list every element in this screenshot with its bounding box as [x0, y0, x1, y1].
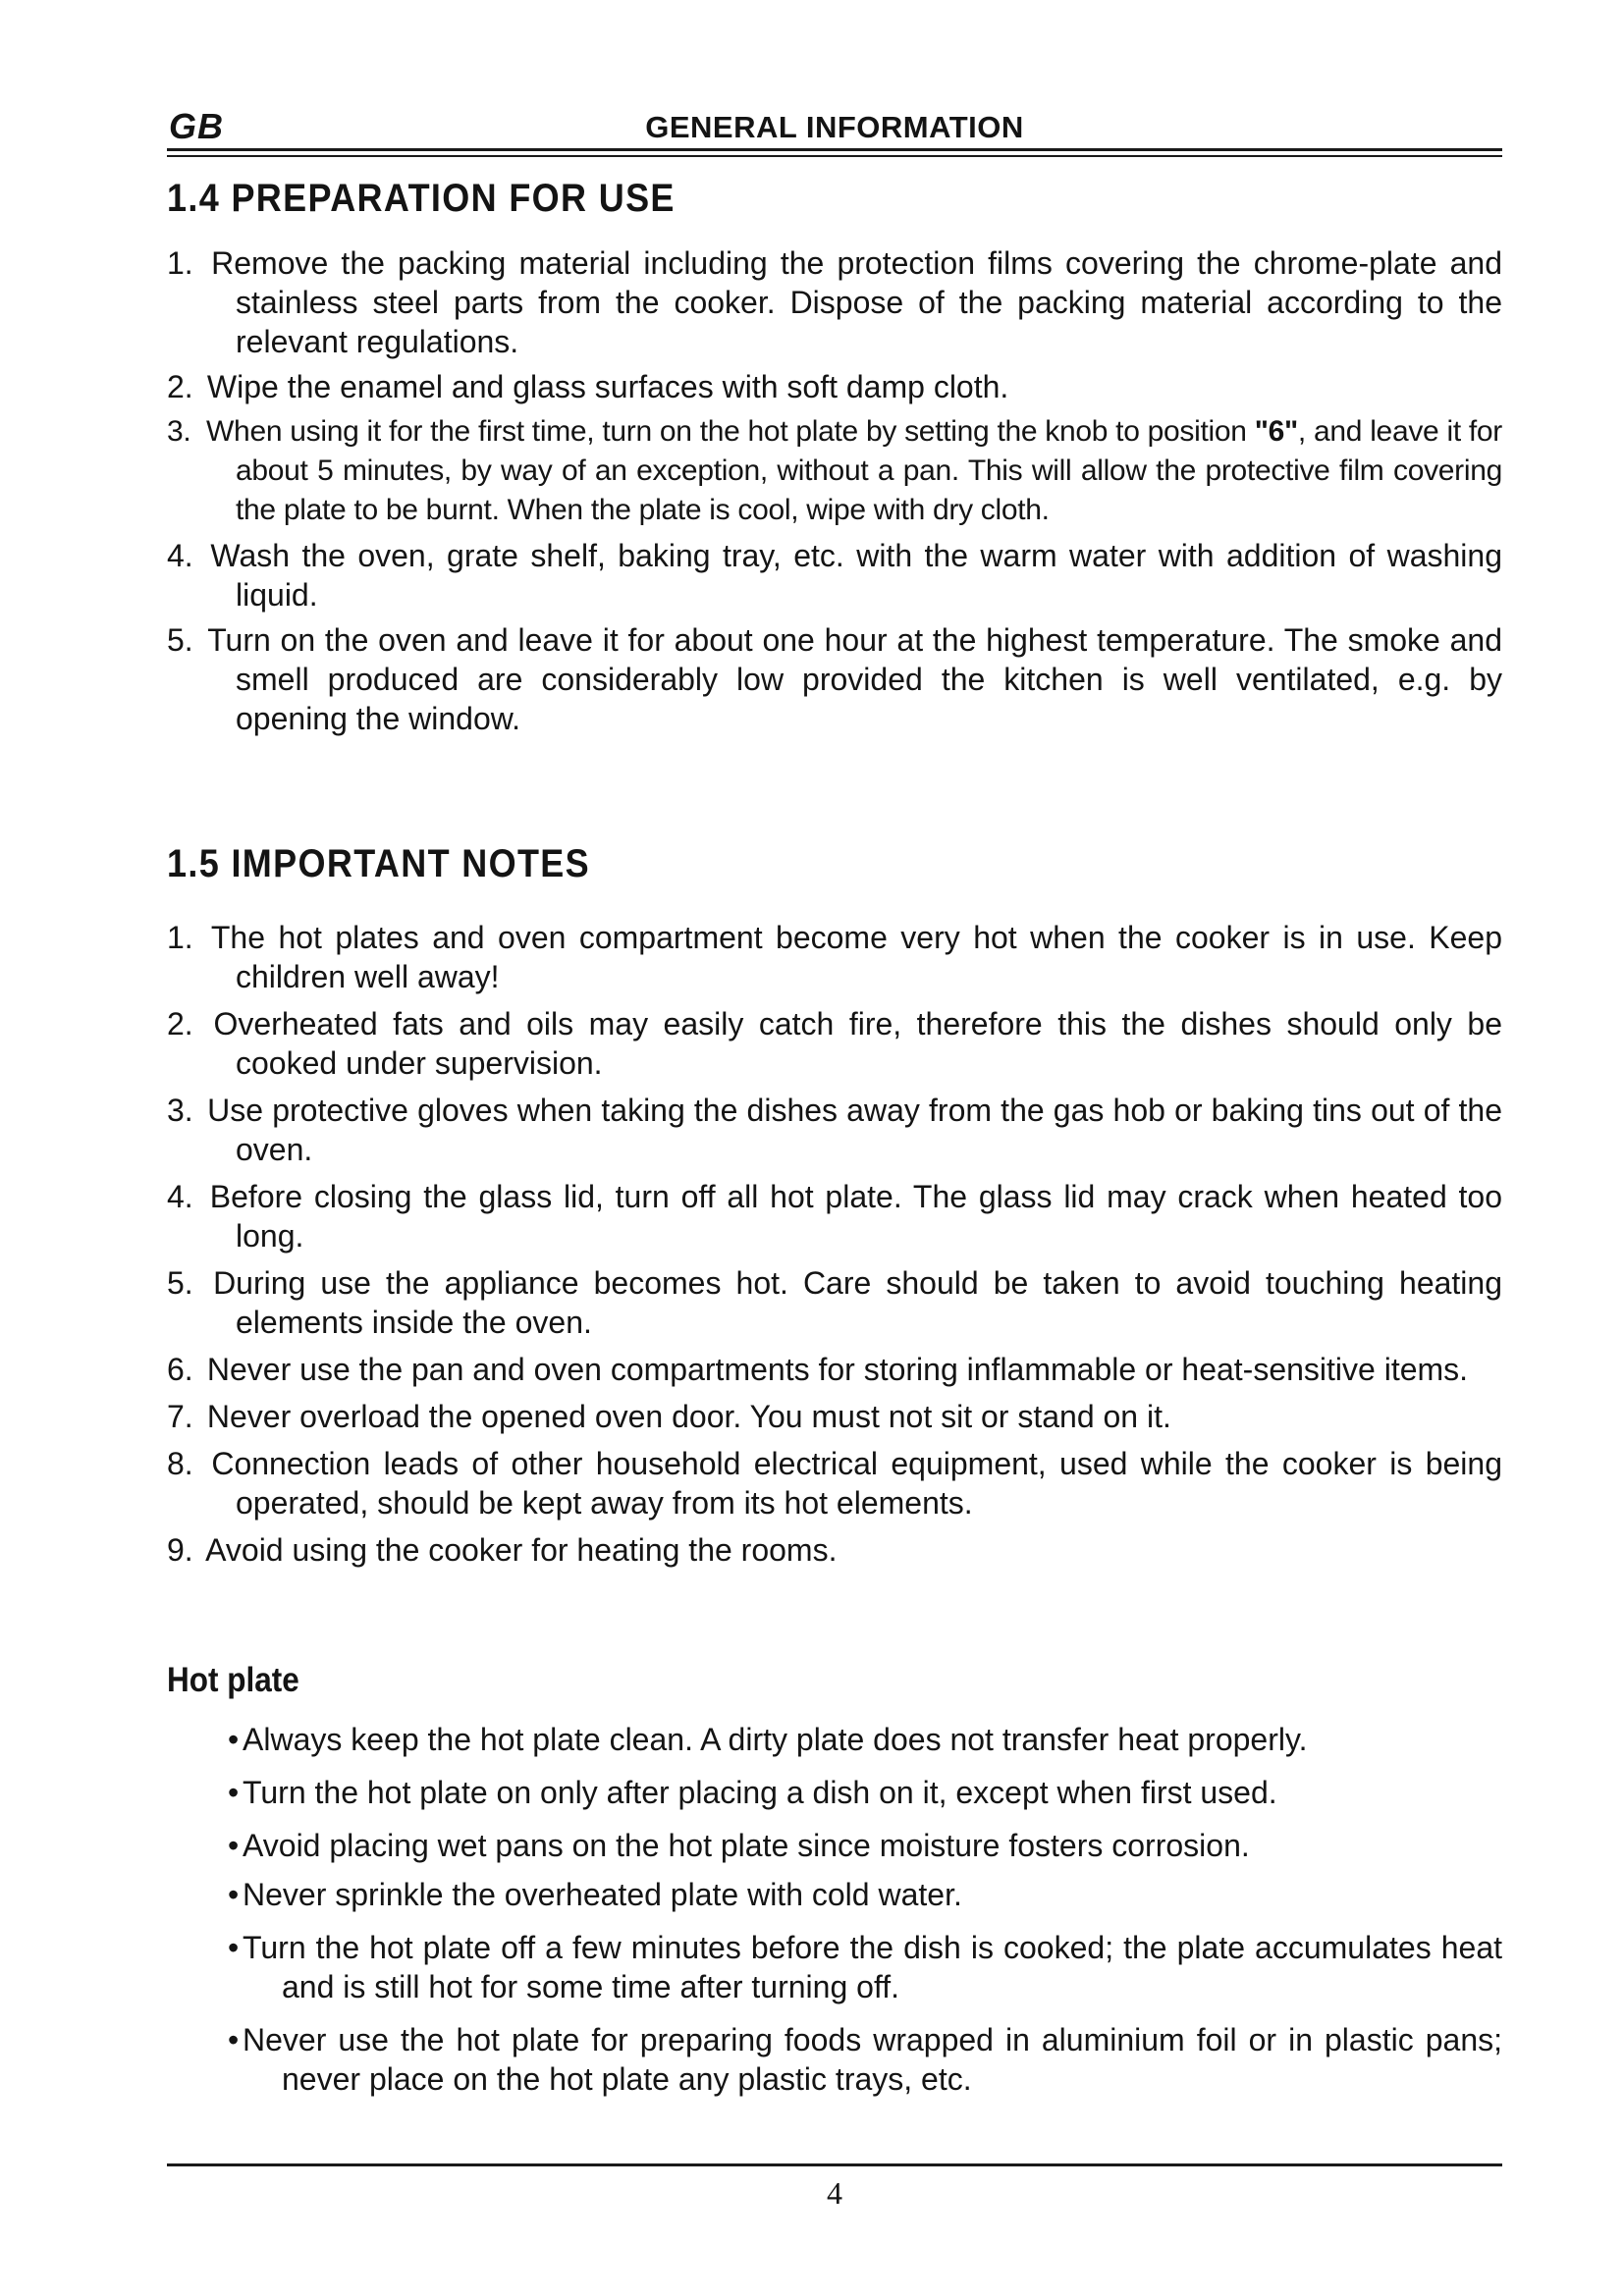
bullet-icon: • — [228, 1775, 240, 1810]
hot-plate-list — [228, 1720, 1502, 2099]
header-title: GENERAL INFORMATION — [645, 110, 1024, 144]
list-item: 1. The hot plates and oven compartment become very hot when the cooker is in use. Keep children well away! — [167, 920, 1502, 994]
list-item: 9. Avoid using the cooker for heating the rooms. — [167, 1532, 838, 1568]
important-notes-list — [167, 918, 1502, 1577]
list-item: • Turn the hot plate on only after placing a dish on it, except when first used. — [228, 1775, 1277, 1810]
list-item: 4. Wash the oven, grate shelf, baking tray, etc. with the warm water with addition of washing liquid. — [167, 538, 1503, 613]
section-heading-preparation: 1.4 PREPARATION FOR USE — [167, 177, 676, 220]
page-header — [167, 102, 1502, 151]
list-item: 5. During use the appliance becomes hot. Care should be taken to avoid touching heating elements inside the oven. — [167, 1265, 1503, 1340]
list-item: 4. Before closing the glass lid, turn off all hot plate. The glass lid may crack when heated too long. — [167, 1179, 1503, 1254]
list-item: 8. Connection leads of other household electrical equipment, used while the cooker is being operated, should be kept away from its hot elements. — [167, 1446, 1503, 1521]
list-item: 1. Remove the packing material including the protection films covering the chrome-plate and stainless steel parts from the cooker. Dispose of the packing material according to the relevant regulations. — [167, 245, 1503, 359]
header-rule-thick — [167, 148, 1502, 151]
page-number: 4 — [827, 2175, 842, 2211]
bullet-icon: • — [228, 2022, 240, 2057]
list-item: • Turn the hot plate off a few minutes before the dish is cooked; the plate accumulates heat and is still hot for some time after turning off. — [228, 1930, 1502, 2004]
footer-rule — [167, 2163, 1502, 2166]
list-item: • Never sprinkle the overheated plate with cold water. — [228, 1877, 962, 1912]
position-value: "6" — [1254, 415, 1298, 448]
preparation-list — [167, 243, 1502, 744]
bullet-icon: • — [228, 1930, 240, 1965]
list-item: 7. Never overload the opened oven door. You must not sit or stand on it. — [167, 1399, 1171, 1434]
list-item: 5. Turn on the oven and leave it for about one hour at the highest temperature. The smoke and smell produced are considerably low provided the kitchen is well ventilated, e.g. by opening the window. — [167, 622, 1503, 736]
list-item: 3. When using it for the first time, turn on the hot plate by setting the knob to position "6", and leave it for about 5 minutes, by way of an exception, without a pan. This will allow the protective film covering the plate to be burnt. When the plate is cool, wipe with dry cloth. — [167, 415, 1502, 526]
list-item: 2. Wipe the enamel and glass surfaces with soft damp cloth. — [167, 369, 1009, 404]
language-code: GB — [169, 106, 224, 146]
subsection-heading-hot-plate: Hot plate — [167, 1661, 299, 1699]
bullet-icon: • — [228, 1722, 240, 1757]
bullet-icon: • — [228, 1828, 240, 1863]
list-item: 6. Never use the pan and oven compartments for storing inflammable or heat-sensitive items. — [167, 1352, 1469, 1387]
list-item: • Always keep the hot plate clean. A dirty plate does not transfer heat properly. — [228, 1722, 1308, 1757]
list-item: 2. Overheated fats and oils may easily catch fire, therefore this the dishes should only be cooked under supervision. — [167, 1006, 1503, 1081]
list-item: • Avoid placing wet pans on the hot plate since moisture fosters corrosion. — [228, 1828, 1250, 1863]
bullet-icon: • — [228, 1877, 240, 1912]
list-item: • Never use the hot plate for preparing foods wrapped in aluminium foil or in plastic pans; never place on the hot plate any plastic trays, etc. — [228, 2022, 1502, 2097]
section-heading-important-notes: 1.5 IMPORTANT NOTES — [167, 842, 591, 885]
list-item: 3. Use protective gloves when taking the dishes away from the gas hob or baking tins out of the oven. — [167, 1093, 1503, 1167]
header-rule-thin — [167, 155, 1502, 157]
